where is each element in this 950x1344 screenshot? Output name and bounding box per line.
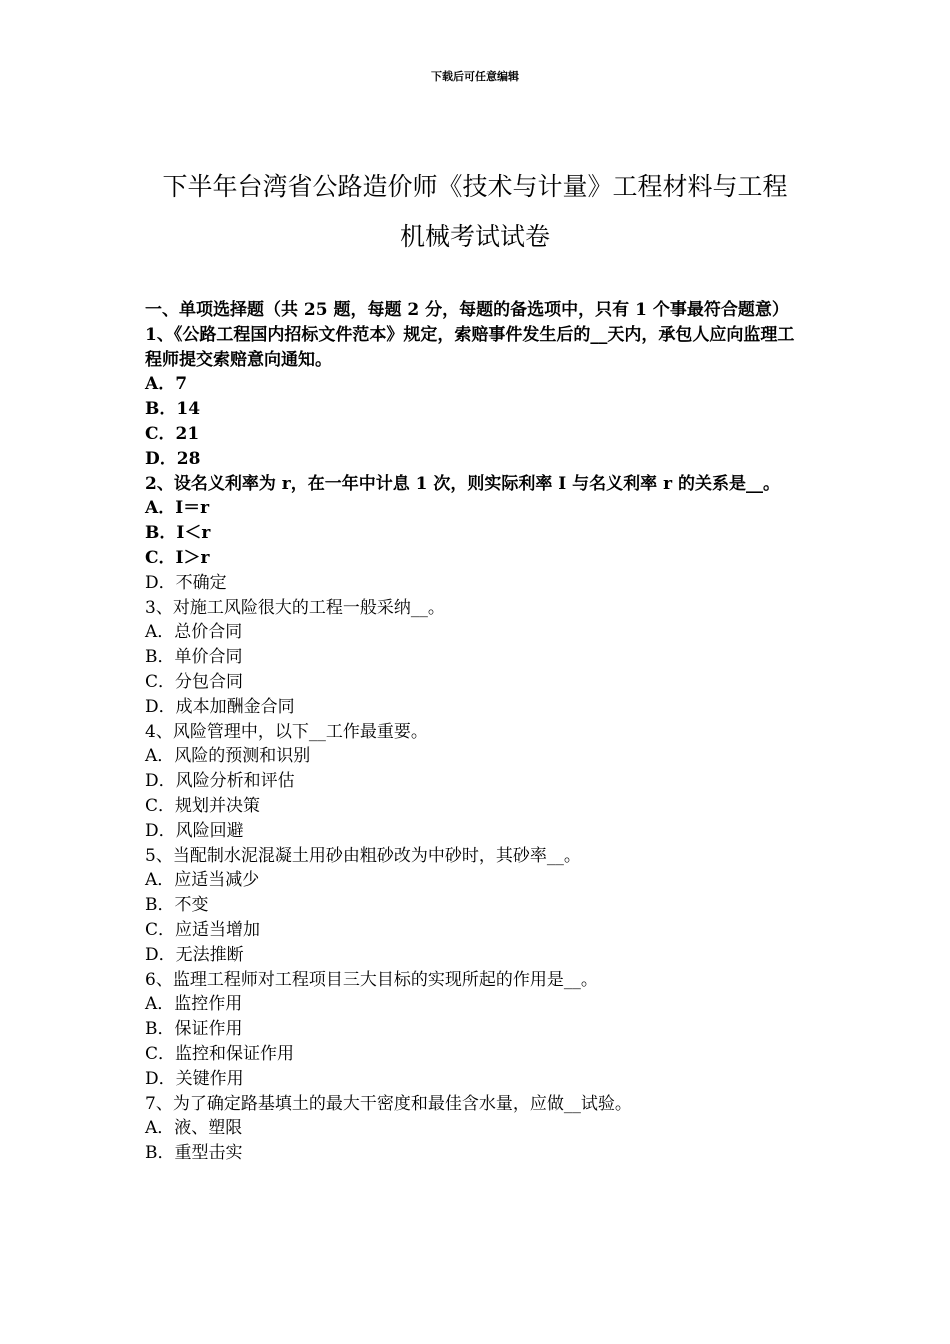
- option-a: A．风险的预测和识别: [145, 746, 311, 767]
- option-c: C．分包合同: [145, 671, 244, 692]
- option-b: B．14: [145, 399, 201, 420]
- question-stem: 5、当配制水泥混凝土用砂由粗砂改为中砂时，其砂率__。: [145, 845, 581, 866]
- option-a: A．总价合同: [145, 622, 243, 643]
- question-4: [145, 720, 810, 844]
- option-d: D．无法推断: [145, 944, 244, 965]
- option-d: D．关键作用: [145, 1068, 244, 1089]
- question-7: [145, 1092, 810, 1166]
- option-a: A．监控作用: [145, 994, 243, 1015]
- question-stem: 7、为了确定路基填土的最大干密度和最佳含水量，应做__试验。: [145, 1093, 632, 1114]
- option-c: C．I＞r: [145, 547, 210, 568]
- option-a: A．I＝r: [145, 498, 210, 519]
- question-stem: 2、设名义利率为 r，在一年中计息 1 次，则实际利率 I 与名义利率 r 的关系是__。: [145, 473, 780, 494]
- question-stem: 3、对施工风险很大的工程一般采纳__。: [145, 597, 445, 618]
- option-d: D．风险回避: [145, 820, 244, 841]
- question-stem: 4、风险管理中，以下__工作最重要。: [145, 721, 428, 742]
- question-2: [145, 472, 810, 596]
- question-stem: 6、监理工程师对工程项目三大目标的实现所起的作用是__。: [145, 969, 598, 990]
- option-b: B．保证作用: [145, 1019, 243, 1040]
- option-b: B．重型击实: [145, 1143, 243, 1164]
- option-a: A．液、塑限: [145, 1118, 243, 1139]
- option-c: C．规划并决策: [145, 795, 261, 816]
- option-a: A．应适当减少: [145, 870, 260, 891]
- option-a: A．7: [145, 374, 188, 395]
- option-b: B．不变: [145, 895, 209, 916]
- option-d: D．28: [145, 448, 201, 469]
- exam-content: [145, 298, 810, 1166]
- section-heading: 一、单项选择题（共 25 题，每题 2 分，每题的备选项中，只有 1 个事最符合题意）: [145, 300, 789, 320]
- question-3: [145, 596, 810, 720]
- option-c: C．应适当增加: [145, 919, 261, 940]
- option-c: C．监控和保证作用: [145, 1043, 295, 1064]
- title-line-1: 下半年台湾省公路造价师《技术与计量》工程材料与工程: [162, 171, 788, 201]
- question-stem: 1、《公路工程国内招标文件范本》规定，索赔事件发生后的__天内，承包人应向监理工程师提交索赔意向通知。: [145, 324, 795, 370]
- option-b: B．单价合同: [145, 647, 243, 668]
- option-b: B．I＜r: [145, 523, 211, 544]
- option-d: D．成本加酬金合同: [145, 696, 295, 717]
- header-note: 下载后可任意编辑: [431, 70, 519, 83]
- question-1: [145, 323, 810, 472]
- option-c: C．21: [145, 423, 200, 444]
- option-b: D．风险分析和评估: [145, 771, 295, 792]
- option-d: D．不确定: [145, 572, 227, 593]
- question-6: [145, 968, 810, 1092]
- document-title: [120, 162, 830, 262]
- question-5: [145, 844, 810, 968]
- title-line-2: 机械考试试卷: [399, 221, 550, 251]
